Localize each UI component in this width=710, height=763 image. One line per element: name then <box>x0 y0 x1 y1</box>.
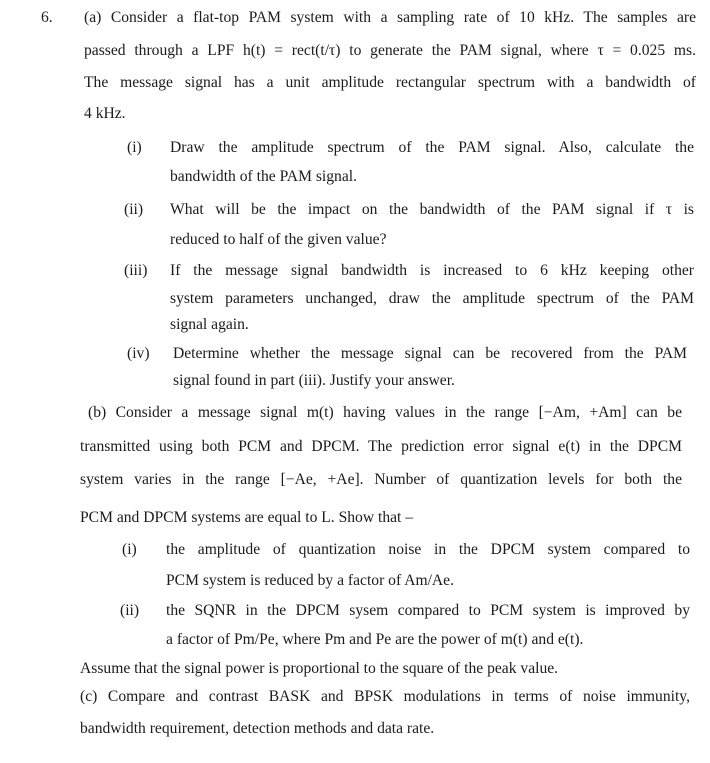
part-a-i-line-2: bandwidth of the PAM signal. <box>170 168 357 185</box>
part-a-iii-line-3: signal again. <box>170 316 249 333</box>
part-a-i-label: (i) <box>127 139 142 156</box>
part-b-stem-line-3: system varies in the range [−Ae, +Ae]. Number of quantization levels for both the <box>80 471 682 488</box>
part-a-stem-line-2: passed through a LPF h(t) = rect(t/τ) to generate the PAM signal, where τ = 0.025 ms. <box>84 42 696 59</box>
part-a-stem-line-1: Consider a flat-top PAM system with a sampling rate of 10 kHz. The samples are <box>110 9 696 26</box>
part-b-i-label: (i) <box>122 541 137 558</box>
part-a-iv-label: (iv) <box>127 345 150 362</box>
part-a-stem-line-3: The message signal has a unit amplitude rectangular spectrum with a bandwidth of <box>84 74 696 91</box>
part-b-stem-line-1: Consider a message signal m(t) having values in the range [−Am, +Am] can be <box>115 404 682 421</box>
part-a-line-1 <box>84 9 696 27</box>
part-b-note: Assume that the signal power is proportional to the square of the peak value. <box>80 660 559 677</box>
part-a-iii-label: (iii) <box>124 262 148 279</box>
part-b-label: (b) <box>88 404 107 421</box>
part-c-text-line-1: Compare and contrast BASK and BPSK modulations in terms of noise immunity, <box>107 688 690 705</box>
part-a-stem-line-4: 4 kHz. <box>84 105 126 122</box>
part-b-stem-line-4: PCM and DPCM systems are equal to L. Show that – <box>80 509 414 526</box>
part-b-line-1 <box>88 404 682 422</box>
question-number: 6. <box>41 9 53 26</box>
part-c-label: (c) <box>80 688 98 705</box>
part-c-text-line-2: bandwidth requirement, detection methods and data rate. <box>80 720 435 737</box>
part-b-i-line-1: the amplitude of quantization noise in the DPCM system compared to <box>166 541 690 558</box>
part-a-ii-line-1: What will be the impact on the bandwidth of the PAM signal if τ is <box>170 201 694 218</box>
part-b-ii-line-2: a factor of Pm/Pe, where Pm and Pe are the power of m(t) and e(t). <box>166 631 584 648</box>
part-a-iii-line-2: system parameters unchanged, draw the amplitude spectrum of the PAM <box>170 290 694 307</box>
part-a-iv-line-2: signal found in part (iii). Justify your answer. <box>173 372 455 389</box>
part-b-ii-line-1: the SQNR in the DPCM sysem compared to PCM system is improved by <box>166 602 690 619</box>
part-a-ii-line-2: reduced to half of the given value? <box>170 231 387 248</box>
part-c-line-1 <box>80 688 690 706</box>
part-a-label: (a) <box>84 9 102 26</box>
part-b-i-line-2: PCM system is reduced by a factor of Am/Ae. <box>166 572 454 589</box>
part-b-stem-line-2: transmitted using both PCM and DPCM. The prediction error signal e(t) in the DPCM <box>80 438 682 455</box>
part-a-iv-line-1: Determine whether the message signal can be recovered from the PAM <box>173 345 687 362</box>
part-a-ii-label: (ii) <box>124 201 144 218</box>
part-b-ii-label: (ii) <box>120 602 140 619</box>
part-a-i-line-1: Draw the amplitude spectrum of the PAM signal. Also, calculate the <box>170 139 694 156</box>
part-a-iii-line-1: If the message signal bandwidth is increased to 6 kHz keeping other <box>170 262 694 279</box>
